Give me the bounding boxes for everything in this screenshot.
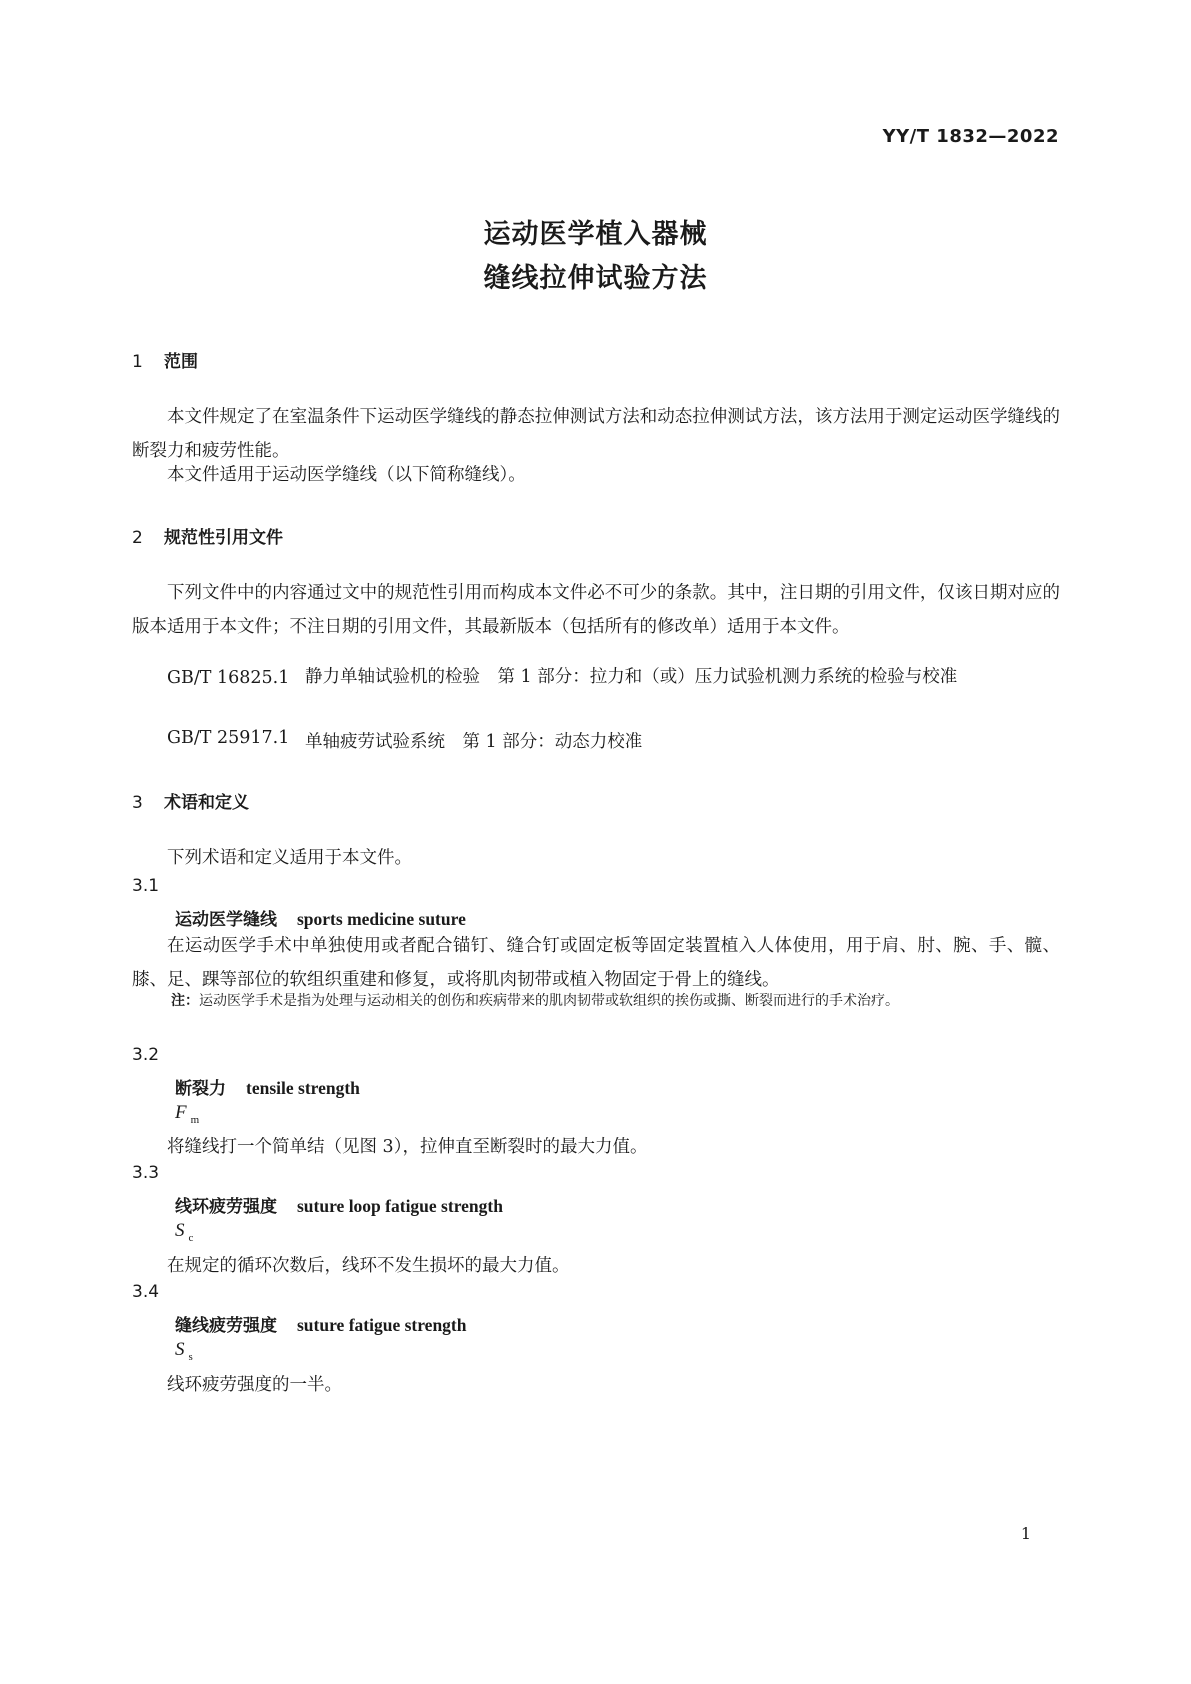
clause-number: 3.2 bbox=[132, 1045, 160, 1065]
section-number: 1 bbox=[132, 352, 143, 372]
reference-code: GB/T 25917.1 bbox=[167, 728, 290, 748]
symbol-letter: S bbox=[175, 1220, 185, 1241]
section-title: 规范性引用文件 bbox=[164, 528, 283, 548]
paragraph: 下列文件中的内容通过文中的规范性引用而构成本文件必不可少的条款。其中，注日期的引用文件，仅该日期对应的版本适用于本文件；不注日期的引用文件，其最新版本（包括所有的修改单）适用于本文件。 bbox=[132, 583, 1060, 637]
symbol-subscript: s bbox=[188, 1350, 193, 1363]
definition: 线环疲劳强度的一半。 bbox=[167, 1375, 342, 1395]
reference-code: GB/T 16825.1 bbox=[167, 668, 290, 688]
term-symbol bbox=[175, 1339, 193, 1363]
clause-number: 3.4 bbox=[132, 1282, 160, 1302]
term-en: suture loop fatigue strength bbox=[297, 1196, 503, 1216]
definition: 将缝线打一个简单结（见图 3），拉伸直至断裂时的最大力值。 bbox=[167, 1137, 648, 1157]
term-heading bbox=[175, 1311, 467, 1336]
standard-code: YY/T 1832—2022 bbox=[882, 126, 1059, 147]
section-2-heading bbox=[132, 523, 283, 548]
section-number: 3 bbox=[132, 793, 143, 813]
term-zh: 缝线疲劳强度 bbox=[175, 1316, 277, 1336]
reference-title: 单轴疲劳试验系统 第 1 部分：动态力校准 bbox=[305, 732, 643, 752]
term-symbol bbox=[175, 1220, 193, 1244]
section-title: 范围 bbox=[164, 352, 198, 372]
symbol-subscript: c bbox=[188, 1231, 194, 1244]
section-title: 术语和定义 bbox=[164, 793, 249, 813]
reference-title: 静力单轴试验机的检验 第 1 部分：拉力和（或）压力试验机测力系统的检验与校准 bbox=[305, 667, 958, 687]
symbol-letter: S bbox=[175, 1339, 185, 1360]
note-text: 运动医学手术是指为处理与运动相关的创伤和疾病带来的肌肉韧带或软组织的挨伤或撕、断裂而进行的手术治疗。 bbox=[199, 993, 899, 1009]
section-number: 2 bbox=[132, 528, 143, 548]
term-heading bbox=[175, 905, 466, 930]
note-label: 注： bbox=[171, 993, 199, 1009]
note bbox=[171, 987, 1061, 1015]
paragraph: 下列术语和定义适用于本文件。 bbox=[167, 848, 412, 868]
term-zh: 断裂力 bbox=[175, 1079, 226, 1099]
section-3-heading bbox=[132, 788, 249, 813]
symbol-subscript: m bbox=[190, 1113, 200, 1126]
clause-number: 3.3 bbox=[132, 1163, 160, 1183]
term-heading bbox=[175, 1074, 360, 1099]
definition: 在规定的循环次数后，线环不发生损坏的最大力值。 bbox=[167, 1256, 570, 1276]
page-number: 1 bbox=[1020, 1524, 1031, 1543]
paragraph: 本文件适用于运动医学缝线（以下简称缝线）。 bbox=[167, 465, 526, 485]
term-en: suture fatigue strength bbox=[297, 1315, 467, 1335]
term-symbol bbox=[175, 1102, 199, 1126]
document-title-line2: 缝线拉伸试验方法 bbox=[483, 263, 708, 294]
clause-number: 3.1 bbox=[132, 876, 160, 896]
term-zh: 线环疲劳强度 bbox=[175, 1197, 277, 1217]
symbol-letter: F bbox=[175, 1102, 187, 1123]
term-en: sports medicine suture bbox=[297, 909, 466, 929]
document-title-line1: 运动医学植入器械 bbox=[483, 219, 708, 250]
term-en: tensile strength bbox=[246, 1078, 360, 1098]
term-zh: 运动医学缝线 bbox=[175, 910, 277, 930]
term-heading bbox=[175, 1192, 503, 1217]
section-1-heading bbox=[132, 347, 198, 372]
paragraph: 本文件规定了在室温条件下运动医学缝线的静态拉伸测试方法和动态拉伸测试方法，该方法用于测定运动医学缝线的断裂力和疲劳性能。 bbox=[132, 407, 1060, 461]
definition: 在运动医学手术中单独使用或者配合锚钉、缝合钉或固定板等固定装置植入人体使用，用于肩、肘、腕、手、髋、膝、足、踝等部位的软组织重建和修复，或将肌肉韧带或植入物固定于骨上的缝线。 bbox=[132, 936, 1060, 990]
